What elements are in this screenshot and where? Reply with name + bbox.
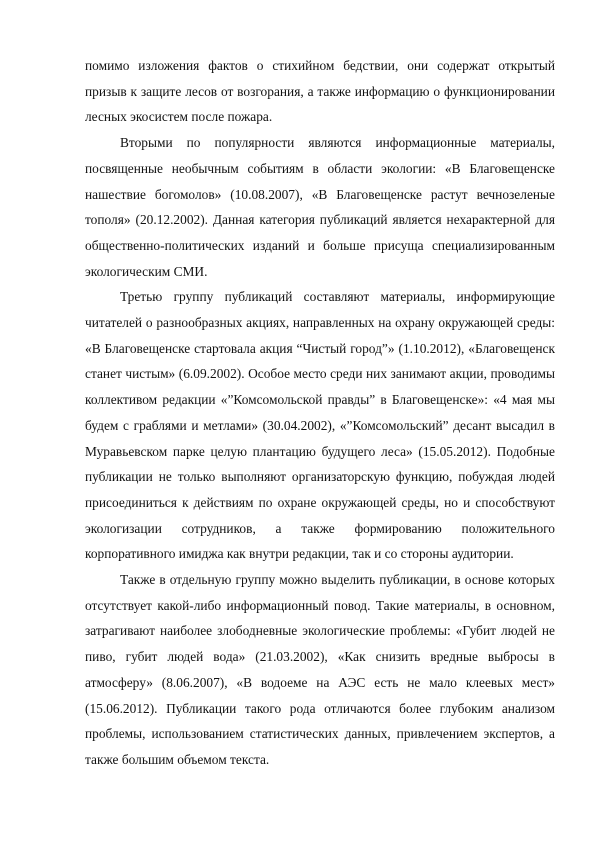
body-text <box>85 53 555 773</box>
paragraph-fourth-group: Также в отдельную группу можно выделить публикации, в основе которых отсутствует какой-либо информационный повод. Такие материалы, в основном, затрагивают наиболее злободневные экологические проблемы: «Губит людей не пиво, губит людей вода» (21.03.2002), «Как снизить вредные выбросы в атмосферу» (8.06.2007), «В водоеме на АЭС есть не мало клеевых мест» (15.06.2012). Публикации такого рода отличаются более глубоким анализом проблемы, использованием статистических данных, привлечением экспертов, а также большим объемом текста. <box>85 572 555 767</box>
paragraph-continuation: помимо изложения фактов о стихийном бедствии, они содержат открытый призыв к защите лесов от возгорания, а также информацию о функционировании лесных экосистем после пожара. <box>85 58 555 125</box>
paragraph-second-group: Вторыми по популярности являются информационные материалы, посвященные необычным событиям в области экологии: «В Благовещенске нашествие богомолов» (10.08.2007), «В Благовещенске растут вечнозеленые тополя» (20.12.2002). Данная категория публикаций является нехарактерной для общественно-политических изданий и больше присуща специализированным экологическим СМИ. <box>85 135 555 279</box>
paragraph-third-group: Третью группу публикаций составляют материалы, информирующие читателей о разнообразных акциях, направленных на охрану окружающей среды: «В Благовещенске стартовала акция “Чистый город”» (1.10.2012), «Благовещенск станет чистым» (6.09.2002). Особое место среди них занимают акции, проводимы коллективом редакции «”Комсомольской правды” в Благовещенске»: «4 мая мы будем с граблями и метлами» (30.04.2002), «”Комсомольский” десант высадил в Муравьевском парке целую плантацию будущего леса» (15.05.2012). Подобные публикации не только выполняют организаторскую функцию, побуждая людей присоединиться к действиям по охране окружающей среды, но и способствуют экологизации сотрудников, а также формированию положительного корпоративного имиджа как внутри редакции, так и со стороны аудитории. <box>85 289 555 562</box>
